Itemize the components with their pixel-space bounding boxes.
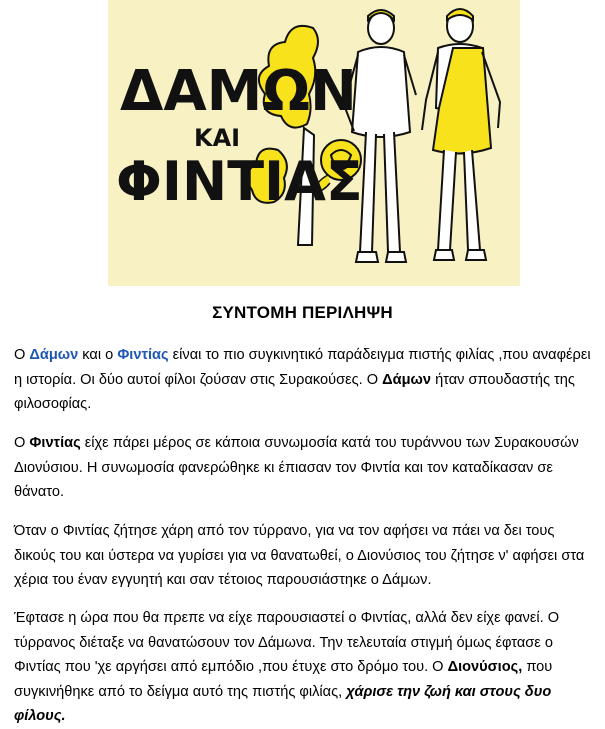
text-span: ήταν σπουδαστής της φιλοσοφίας. [14, 371, 575, 412]
text-span: είχε πάρει μέρος σε κάποια συνωμοσία κατά του τυράννου των Συρακουσών Διονύσιου. Η συνωμοσία φανερώθηκε κι έπιασαν τον Φιντία και τον καταδίκασαν σε θάνατο. [14, 435, 579, 500]
text-span: Έφτασε η ώρα που θα πρεπε να είχε παρουσιαστεί ο Φιντίας, αλλά δεν είχε φανεί. Ο τύρρανος διέταξε να θανατώσουν τον Δάμωνα. Την τελευταία στιγμή όμως έφτασε ο Φιντίας που 'χε αργήσει από εμπόδιο ,που έτυχε στο δρόμο του. Ο [14, 610, 560, 675]
name-damon: Δάμων [29, 347, 79, 363]
text-span: και ο [78, 347, 118, 363]
lettering-kai: ΚΑΙ [194, 124, 241, 152]
name-fintias-bold: Φιντίας [29, 435, 81, 451]
paragraph-2 [14, 431, 594, 505]
text-span: είναι το πιο συγκινητικό παράδειγμα πιστής φιλίας ,που αναφέρει η ιστορία. Οι δύο αυτοί φίλοι ζούσαν στις Συρακούσες. Ο [14, 347, 591, 388]
name-fintias: Φιντίας [117, 347, 169, 363]
ending-emphasis: χάρισε την ζωή και στους δυο φίλους. [14, 683, 552, 724]
paragraph-4 [14, 606, 594, 729]
cover-illustration [108, 0, 520, 286]
damon-fintias-drawing [108, 0, 520, 286]
cover-lettering [116, 59, 363, 213]
lettering-damon: ΔΑΜΩΝ [120, 59, 357, 124]
name-dionysios-bold: Διονύσιος, [447, 659, 523, 675]
figure-damon [344, 10, 416, 262]
name-damon-bold: Δάμων [382, 371, 432, 388]
text-span: που συγκινήθηκε από το δείγμα αυτό της πιστής φιλίας, [14, 659, 553, 700]
paragraph-1 [14, 343, 594, 417]
page-title: ΣΥΝΤΟΜΗ ΠΕΡΙΛΗΨΗ [212, 303, 393, 322]
text-span: Ο [14, 435, 30, 451]
lettering-fintias: ΦΙΝΤΙΑΣ [116, 150, 363, 213]
paragraph-3: Όταν ο Φιντίας ζήτησε χάρη από τον τύρρανο, για να τον αφήσει να πάει να δει τους δικούς του και ύστερα να γυρίσει για να θανατωθεί, ο Διονύσιος του ζήτησε ν' αφήσει στα χέρια του έναν εγγυητή και σαν τέτοιος παρουσιάστηκε ο Δάμων. [14, 523, 585, 588]
text-span: Ο [14, 347, 30, 363]
figure-fintias [422, 9, 500, 260]
